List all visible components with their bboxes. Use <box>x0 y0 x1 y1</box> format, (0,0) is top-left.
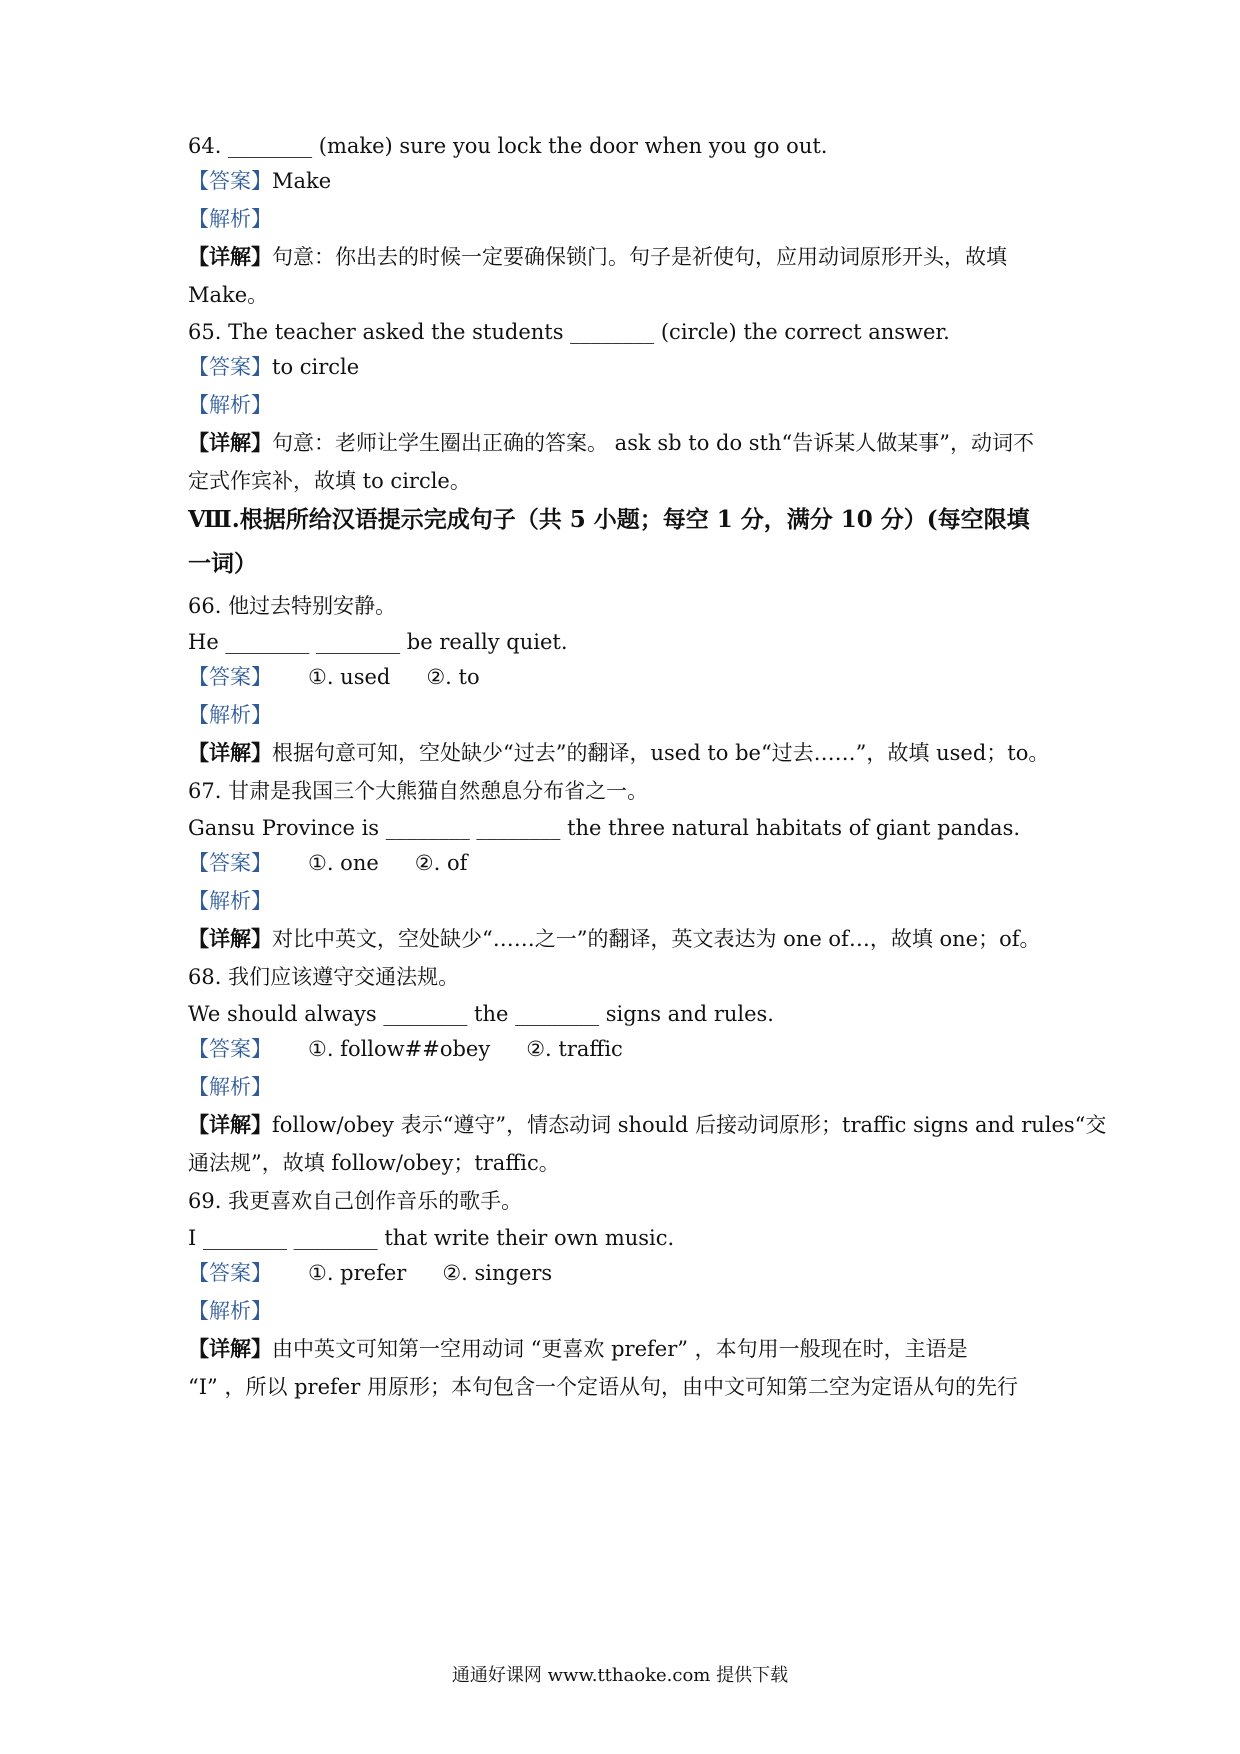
detail-66: 【详解】根据句意可知，空处缺少“过去”的翻译，used to be“过去……”，故填 used；to。 <box>188 740 1050 765</box>
analysis-66: 【解析】 <box>188 703 272 727</box>
detail-65-cont: 定式作宾补，故填 to circle。 <box>188 469 471 493</box>
sentence-66: He ________ ________ be really quiet. <box>188 630 568 654</box>
section-heading-cont: 一词） <box>188 550 257 577</box>
detail-67: 【详解】对比中英文，空处缺少“……之一”的翻译，英文表达为 one of…，故填 one；of。 <box>188 926 1041 951</box>
detail-69: 【详解】由中英文可知第一空用动词 “更喜欢 prefer” ，本句用一般现在时，主语是 <box>188 1336 968 1361</box>
detail-64: 【详解】句意：你出去的时候一定要确保锁门。句子是祈使句，应用动词原形开头，故填 <box>188 244 1007 269</box>
answer-tag: 【答案】 <box>188 169 272 193</box>
detail-68: 【详解】follow/obey 表示“遵守”，情态动词 should 后接动词原形；traffic signs and rules“交 <box>188 1112 1107 1137</box>
detail-65: 【详解】句意：老师让学生圈出正确的答案。 ask sb to do sth“告诉某人做某事”，动词不 <box>188 430 1034 455</box>
answer-65: 【答案】to circle <box>188 355 360 379</box>
question-68: 68. 我们应该遵守交通法规。 <box>188 965 460 989</box>
sentence-68: We should always ________ the ________ signs and rules. <box>188 1002 774 1026</box>
question-66: 66. 他过去特别安静。 <box>188 594 397 618</box>
answer-66: 【答案】 ①. used ②. to <box>188 665 480 689</box>
sentence-69: I ________ ________ that write their own music. <box>188 1226 675 1250</box>
detail-68-cont: 通法规”，故填 follow/obey；traffic。 <box>188 1151 560 1175</box>
sentence-67: Gansu Province is ________ ________ the three natural habitats of giant pandas. <box>188 816 1021 840</box>
analysis-64: 【解析】 <box>188 207 272 231</box>
question-69: 69. 我更喜欢自己创作音乐的歌手。 <box>188 1189 523 1213</box>
analysis-69: 【解析】 <box>188 1299 272 1323</box>
section-heading: Ⅷ.根据所给汉语提示完成句子（共 5 小题；每空 1 分，满分 10 分）(每空限填 <box>188 506 1030 533</box>
answer-68: 【答案】 ①. follow##obey ②. traffic <box>188 1037 623 1061</box>
analysis-65: 【解析】 <box>188 393 272 417</box>
question-64: 64. ________ (make) sure you lock the door when you go out. <box>188 134 828 158</box>
analysis-68: 【解析】 <box>188 1075 272 1099</box>
question-67: 67. 甘肃是我国三个大熊猫自然憩息分布省之一。 <box>188 779 649 803</box>
detail-69-cont: “I” ，所以 prefer 用原形；本句包含一个定语从句，由中文可知第二空为定语从句的先行 <box>188 1375 1018 1399</box>
answer-69: 【答案】 ①. prefer ②. singers <box>188 1261 553 1285</box>
page-footer: 通通好课网 www.tthaoke.com 提供下载 <box>451 1665 789 1686</box>
answer-64: 【答案】Make <box>188 169 332 193</box>
answer-67: 【答案】 ①. one ②. of <box>188 851 468 875</box>
analysis-67: 【解析】 <box>188 889 272 913</box>
detail-64-cont: Make。 <box>188 283 269 307</box>
question-65: 65. The teacher asked the students ________ (circle) the correct answer. <box>188 320 950 344</box>
